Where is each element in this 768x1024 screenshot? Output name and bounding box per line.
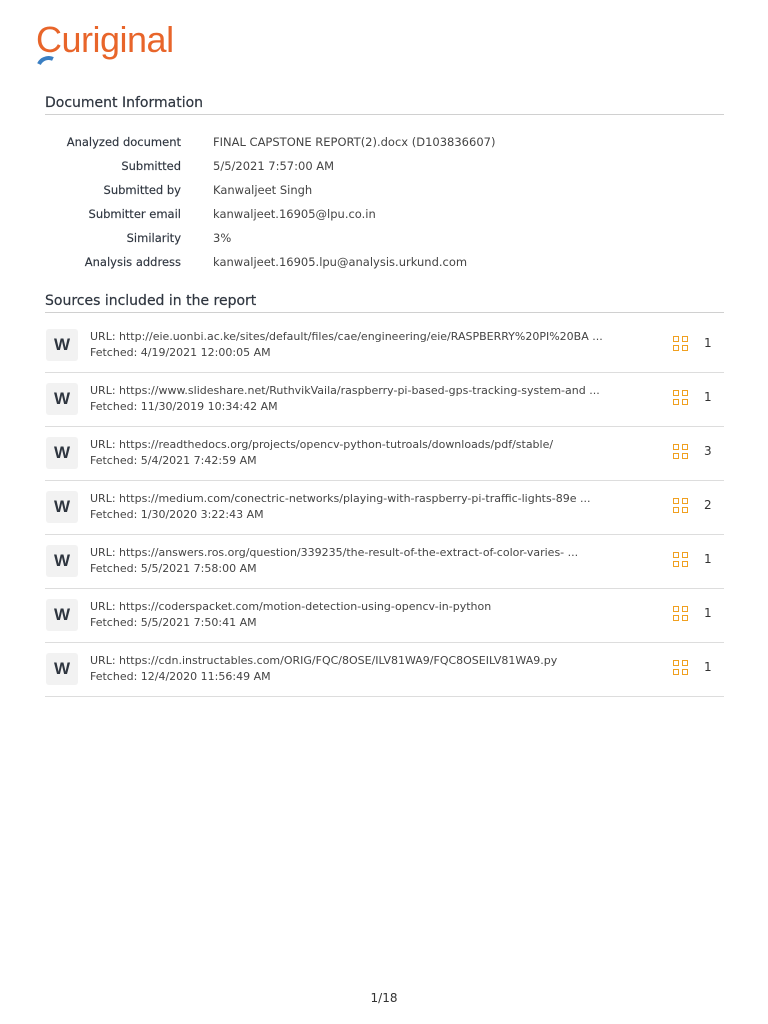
- logo-text: Curiginal: [36, 19, 174, 60]
- blocks-icon[interactable]: [673, 552, 690, 569]
- blocks-icon[interactable]: [673, 336, 690, 353]
- wikipedia-w-icon: W: [46, 437, 78, 469]
- sources-divider: [45, 312, 724, 313]
- source-row[interactable]: [45, 535, 724, 589]
- document-information-divider: [45, 114, 724, 115]
- source-details: [90, 437, 630, 469]
- match-count: 1: [704, 606, 712, 620]
- blocks-icon[interactable]: [673, 660, 690, 677]
- source-url[interactable]: URL: https://www.slideshare.net/RuthvikVaila/raspberry-pi-based-gps-tracking-system-and ...: [90, 384, 600, 397]
- wikipedia-w-icon: W: [46, 329, 78, 361]
- match-count: 1: [704, 660, 712, 674]
- source-url[interactable]: URL: http://eie.uonbi.ac.ke/sites/default/files/cae/engineering/eie/RASPBERRY%20PI%20BA ...: [90, 330, 603, 343]
- wikipedia-w-icon: W: [46, 653, 78, 685]
- source-fetched: Fetched: 4/19/2021 12:00:05 AM: [90, 346, 271, 359]
- source-url[interactable]: URL: https://cdn.instructables.com/ORIG/FQC/8OSE/ILV81WA9/FQC8OSEILV81WA9.py: [90, 654, 558, 667]
- blocks-icon[interactable]: [673, 606, 690, 623]
- info-row-similarity: [45, 226, 724, 250]
- info-label: Analyzed document: [66, 135, 181, 149]
- match-count: 1: [704, 552, 712, 566]
- info-label: Submitter email: [88, 207, 181, 221]
- source-fetched: Fetched: 5/4/2021 7:42:59 AM: [90, 454, 257, 467]
- info-label: Similarity: [126, 231, 181, 245]
- sources-title: Sources included in the report: [45, 293, 257, 309]
- source-details: [90, 545, 630, 577]
- match-count: 2: [704, 498, 712, 512]
- info-row-submitted-by: [45, 178, 724, 202]
- source-row[interactable]: [45, 481, 724, 535]
- source-details: [90, 383, 630, 415]
- source-details: [90, 599, 630, 631]
- info-value: kanwaljeet.16905@lpu.co.in: [213, 207, 376, 221]
- info-row-analysis-address: [45, 250, 724, 274]
- page-number: 1/18: [370, 991, 398, 1005]
- info-row-submitter-email: [45, 202, 724, 226]
- source-details: [90, 491, 630, 523]
- source-row[interactable]: [45, 643, 724, 697]
- curiginal-logo: [36, 19, 174, 60]
- blocks-icon[interactable]: [673, 498, 690, 515]
- blocks-icon[interactable]: [673, 390, 690, 407]
- info-row-analyzed-document: [45, 130, 724, 154]
- source-fetched: Fetched: 12/4/2020 11:56:49 AM: [90, 670, 271, 683]
- source-row[interactable]: [45, 319, 724, 373]
- wikipedia-w-icon: W: [46, 383, 78, 415]
- blocks-icon[interactable]: [673, 444, 690, 461]
- source-url[interactable]: URL: https://coderspacket.com/motion-detection-using-opencv-in-python: [90, 600, 492, 613]
- info-label: Submitted: [121, 159, 181, 173]
- source-row[interactable]: [45, 373, 724, 427]
- source-row[interactable]: [45, 427, 724, 481]
- wikipedia-w-icon: W: [46, 545, 78, 577]
- sources-list: [45, 319, 724, 697]
- source-fetched: Fetched: 1/30/2020 3:22:43 AM: [90, 508, 264, 521]
- source-fetched: Fetched: 5/5/2021 7:58:00 AM: [90, 562, 257, 575]
- info-row-submitted: [45, 154, 724, 178]
- source-url[interactable]: URL: https://answers.ros.org/question/339235/the-result-of-the-extract-of-color-varies- ...: [90, 546, 579, 559]
- info-value: 5/5/2021 7:57:00 AM: [213, 159, 335, 173]
- wikipedia-w-icon: W: [46, 599, 78, 631]
- match-count: 1: [704, 336, 712, 350]
- info-label: Analysis address: [84, 255, 181, 269]
- info-label: Submitted by: [103, 183, 181, 197]
- source-fetched: Fetched: 5/5/2021 7:50:41 AM: [90, 616, 257, 629]
- match-count: 3: [704, 444, 712, 458]
- info-value: 3%: [213, 231, 232, 245]
- info-value: Kanwaljeet Singh: [213, 183, 313, 197]
- source-fetched: Fetched: 11/30/2019 10:34:42 AM: [90, 400, 278, 413]
- document-information-title: Document Information: [45, 95, 204, 111]
- info-value: FINAL CAPSTONE REPORT(2).docx (D103836607): [213, 135, 496, 149]
- document-information-table: [45, 130, 724, 274]
- wikipedia-w-icon: W: [46, 491, 78, 523]
- info-value: kanwaljeet.16905.lpu@analysis.urkund.com: [213, 255, 468, 269]
- source-details: [90, 653, 630, 685]
- source-row[interactable]: [45, 589, 724, 643]
- source-url[interactable]: URL: https://readthedocs.org/projects/opencv-python-tutroals/downloads/pdf/stable/: [90, 438, 554, 451]
- source-url[interactable]: URL: https://medium.com/conectric-networks/playing-with-raspberry-pi-traffic-lights-89e ...: [90, 492, 591, 505]
- match-count: 1: [704, 390, 712, 404]
- source-details: [90, 329, 630, 361]
